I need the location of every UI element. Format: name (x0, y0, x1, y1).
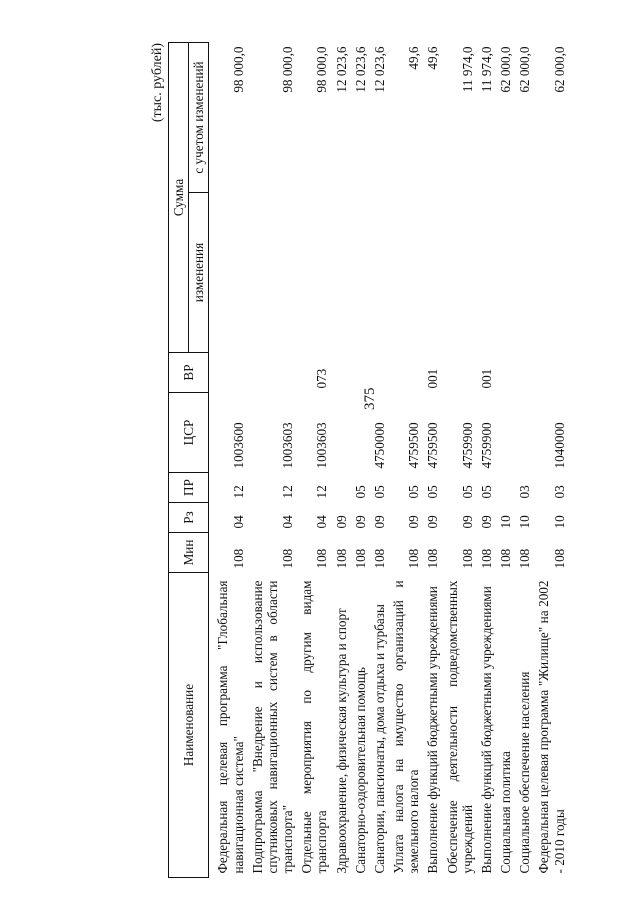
row-pr: 12 (230, 485, 246, 499)
row-vr (209, 353, 248, 393)
row-name: Подпрограмма "Внедрение и использование спутниковых навигационных систем в области транспорта" (249, 580, 296, 874)
row-vr: 001 (425, 368, 441, 389)
row-min: 108 (333, 548, 349, 569)
row-total: 11 974,0 (459, 46, 475, 93)
row-name: Уплата налога на имущество организаций и земельного налога (391, 580, 422, 874)
table-row (248, 43, 298, 878)
row-csr: 1040000 (551, 422, 567, 469)
table-body (209, 43, 569, 878)
row-name: Обеспечение деятельности подведомственных учреждений (444, 580, 475, 874)
row-pr: 03 (517, 485, 533, 499)
row-pr: 05 (425, 485, 441, 499)
table-row (515, 43, 534, 878)
header-summa: Сумма (169, 43, 189, 353)
row-rz: 04 (230, 515, 246, 529)
row-total: 49,6 (425, 46, 441, 70)
table-row (443, 43, 477, 878)
row-rz: 09 (425, 515, 441, 529)
row-vr (534, 353, 568, 393)
budget-table (168, 42, 569, 878)
header-csr: ЦСР (169, 393, 209, 473)
row-name: Выполнение функций бюджетными учреждениями (425, 586, 441, 874)
row-rz: 09 (333, 515, 349, 529)
row-min: 108 (314, 548, 330, 569)
row-total: 98 000,0 (314, 46, 330, 93)
row-rz: 09 (352, 515, 368, 529)
row-name: Выполнение функций бюджетными учреждениями (478, 586, 494, 874)
row-name: Федеральная целевая программа "Глобальная навигационная система" (215, 580, 246, 874)
page-number: 375 (362, 387, 378, 410)
row-min: 108 (425, 548, 441, 569)
header-name: Наименование (169, 573, 209, 878)
row-min: 108 (498, 548, 514, 569)
table-row (534, 43, 568, 878)
header-vr: ВР (169, 353, 209, 393)
row-total: 12 023,6 (371, 46, 387, 93)
row-min: 108 (230, 548, 246, 569)
row-total: 49,6 (406, 46, 422, 70)
row-pr: 05 (459, 485, 475, 499)
row-changes (534, 193, 568, 353)
row-rz: 10 (517, 515, 533, 529)
row-pr (496, 473, 515, 503)
row-changes (515, 193, 534, 353)
row-min: 108 (352, 548, 368, 569)
row-name: Здравоохранение, физическая культура и спорт (333, 608, 349, 874)
row-pr (332, 473, 351, 503)
row-min: 108 (478, 548, 494, 569)
table-row (332, 43, 351, 878)
row-total: 62 000,0 (517, 46, 533, 93)
row-changes (443, 193, 477, 353)
row-min: 108 (280, 548, 296, 569)
row-changes (332, 193, 351, 353)
row-pr: 03 (551, 485, 567, 499)
row-min: 108 (371, 548, 387, 569)
row-vr (332, 353, 351, 393)
row-changes (370, 193, 389, 353)
row-total: 62 000,0 (498, 46, 514, 93)
row-csr: 1003603 (314, 422, 330, 469)
row-vr (389, 353, 423, 393)
row-rz: 04 (280, 515, 296, 529)
row-min: 108 (551, 548, 567, 569)
row-csr: 1003603 (280, 422, 296, 469)
row-changes (297, 193, 331, 353)
row-min: 108 (517, 548, 533, 569)
row-changes (423, 193, 442, 353)
row-changes (477, 193, 496, 353)
row-rz: 09 (459, 515, 475, 529)
row-changes (209, 193, 248, 353)
row-name: Социальное обеспечение населения (517, 671, 533, 874)
row-csr: 4759500 (406, 422, 422, 469)
table-row (477, 43, 496, 878)
row-vr (443, 353, 477, 393)
row-name: Федеральная целевая программа "Жилище" на 2002 - 2010 годы (536, 580, 567, 874)
row-rz: 09 (371, 515, 387, 529)
row-changes (248, 193, 298, 353)
header-changes: изменения (189, 193, 209, 353)
row-rz: 10 (551, 515, 567, 529)
row-csr: 4759500 (425, 422, 441, 469)
row-vr (370, 353, 389, 393)
table-row (370, 43, 389, 878)
row-csr: 4759900 (478, 422, 494, 469)
row-pr: 05 (371, 485, 387, 499)
units-label: (тыс. рублей) (150, 43, 165, 123)
row-csr (351, 393, 370, 473)
header-with-changes: с учетом изменений (189, 43, 209, 193)
row-vr: 073 (314, 368, 330, 389)
row-pr: 05 (478, 485, 494, 499)
row-vr (351, 353, 370, 393)
row-rz: 09 (406, 515, 422, 529)
row-csr (515, 393, 534, 473)
row-name: Социальная политика (498, 751, 514, 874)
row-pr: 05 (406, 485, 422, 499)
table-row (496, 43, 515, 878)
row-rz: 09 (478, 515, 494, 529)
row-total: 12 023,6 (352, 46, 368, 93)
table-row (423, 43, 442, 878)
row-pr: 12 (280, 485, 296, 499)
row-total: 11 974,0 (478, 46, 494, 93)
header-min: Мин (169, 533, 209, 573)
row-rz: 04 (314, 515, 330, 529)
row-min: 108 (459, 548, 475, 569)
row-name: Санаторно-оздоровительная помощь (352, 667, 368, 874)
row-pr: 05 (352, 485, 368, 499)
row-vr (515, 353, 534, 393)
row-csr (496, 393, 515, 473)
row-csr: 4750000 (371, 422, 387, 469)
row-rz: 10 (498, 515, 514, 529)
header-pr: ПР (169, 473, 209, 503)
row-changes (496, 193, 515, 353)
row-min: 108 (406, 548, 422, 569)
row-csr (332, 393, 351, 473)
row-total: 98 000,0 (230, 46, 246, 93)
row-changes (351, 193, 370, 353)
row-vr (496, 353, 515, 393)
row-csr: 4759900 (459, 422, 475, 469)
row-changes (389, 193, 423, 353)
rotated-table-area (148, 43, 633, 878)
row-csr: 1003600 (230, 422, 246, 469)
table-row (389, 43, 423, 878)
row-vr: 001 (478, 368, 494, 389)
row-name: Отдельные мероприятия по другим видам транспорта (299, 580, 330, 874)
table-row (297, 43, 331, 878)
row-name: Санатории, пансионаты, дома отдыха и турбазы (371, 604, 387, 874)
table-header (169, 43, 209, 878)
row-total: 98 000,0 (280, 46, 296, 93)
table-row (351, 43, 370, 878)
table-row (209, 43, 248, 878)
header-rz: Рз (169, 503, 209, 533)
row-total: 62 000,0 (551, 46, 567, 93)
row-vr (248, 353, 298, 393)
row-total: 12 023,6 (333, 46, 349, 93)
row-pr: 12 (314, 485, 330, 499)
